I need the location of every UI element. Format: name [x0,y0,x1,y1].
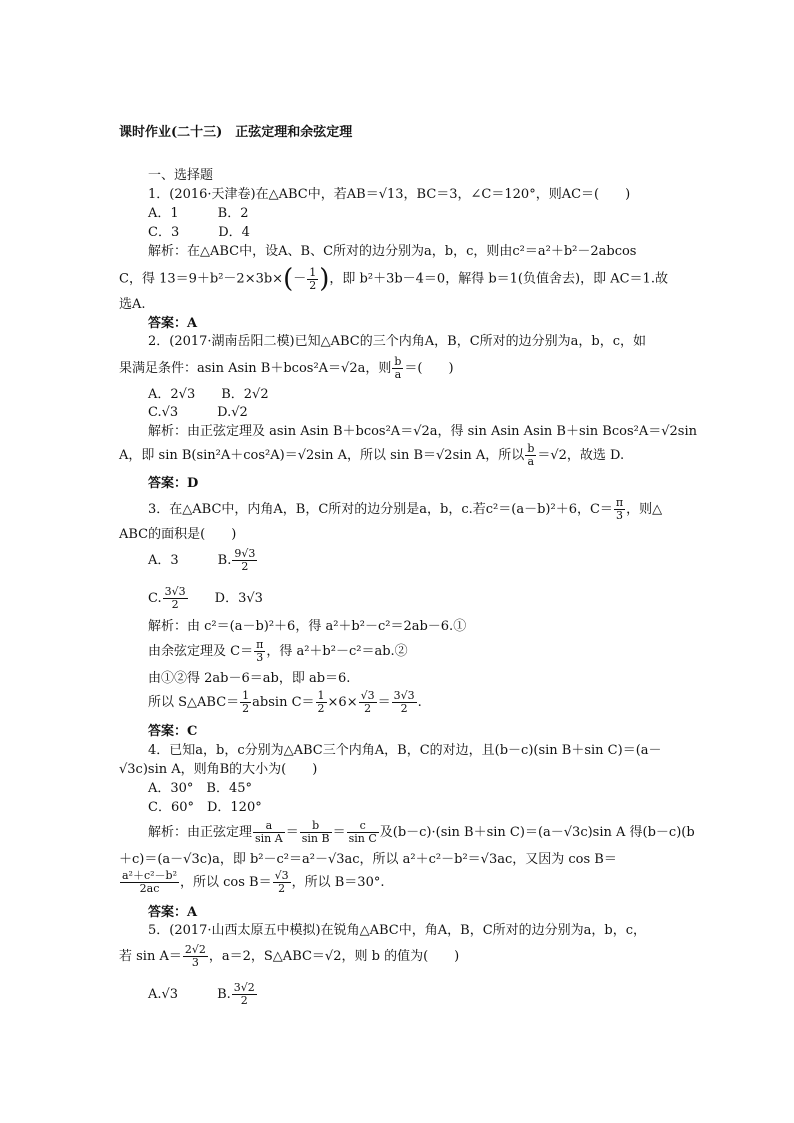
q1-fraction [307,267,318,292]
q2-stem-text-b: ＝( ) [404,361,454,376]
q3-sol-text-e: . [417,695,422,710]
frac-num: 9√3 [234,547,256,560]
q3-stem-text-a: 3．在△ABC中，内角A，B，C所对的边分别是a，b，c.若c²＝(a－b)²＋6，C＝ [148,502,613,517]
q3-sol-text-a: 所以 S△ABC＝ [148,695,240,710]
frac-num: π [615,496,624,509]
q3-option-c: C. [148,591,162,606]
q4-options-ab: A．30° B．45° [148,781,253,796]
q4-fraction-b [300,820,332,845]
q1-solution-line3: 选A. [119,297,146,312]
frac-num: π [256,638,264,651]
q3-option-b-fraction [232,548,257,573]
q4-fraction-a [253,820,285,845]
section-heading: 一、选择题 [148,168,214,183]
q4-sol-text-b: 及(b－c)·(sin B＋sin C)＝(a－√3c)sin A 得(b－c)(b [379,825,695,840]
q3-solution-text-a: 由余弦定理及 C＝ [148,644,254,659]
q1-options-ab: A．1 B．2 [148,206,249,221]
frac-den: 2 [309,278,317,292]
frac-num: b [300,820,332,833]
frac-den: sin A [255,832,283,845]
q5-option-a: A.√3 B. [148,987,231,1002]
frac-num: 3√2 [233,981,255,994]
q3-result-fraction [392,690,417,715]
q2-stem-line1: 2．(2017·湖南岳阳二模)已知△ABC的三个内角A，B，C所对的边分别为a，b，c，如 [148,334,646,349]
paren-right: ) [319,264,330,294]
q4-solution-line1 [148,818,695,848]
q4-answer: 答案：A [148,905,198,920]
q1-solution-line2: C，得 13＝9＋b²－2×3b×(－ $\frac{1}{2}$ )，即 b²＋3b－4＝0，解得 b＝1(负值舍去)，即 AC＝1.故 [119,264,668,294]
q4-sol-text-d: ，所以 B＝30°. [291,875,385,890]
q3-stem-line1 [148,497,662,523]
q1-stem: 1．(2016·天津卷)在△ABC中，若AB＝√13，BC＝3，∠C＝120°，则AC＝( ) [148,187,631,202]
frac-num: 3√3 [393,689,415,702]
q1-answer: 答案：A [148,316,198,331]
q1-solution-text-a: C，得 13＝9＋b²－2×3b× [119,271,284,287]
frac-den: 2 [278,882,286,895]
q3-stem-line2: ABC的面积是( ) [119,527,237,542]
q3-option-a: A．3 B. [148,553,232,568]
q2-sol-fraction [525,443,536,468]
q2-fraction [392,356,403,381]
q4-solution-line2: ＋c)＝(a－√3c)a，即 b²－c²＝a²－√3ac，所以 a²＋c²－b²＝√3ac，又因为 cos B＝ [119,852,617,867]
paren-left: ( [283,264,294,294]
frac-num: 1 [317,689,325,702]
frac-num: b [394,355,402,368]
q4-stem-line1: 4．已知a，b，c分别为△ABC三个内角A，B，C的对边，且(b－c)(sin B＋sin C)＝(a－ [148,743,662,758]
frac-den: 2 [241,560,249,573]
q2-solution-line2 [119,443,624,469]
frac-num: b [527,442,535,455]
q5-sin-fraction [183,944,208,969]
frac-den: a [527,455,535,468]
q3-options-cd [148,584,263,614]
q3-sol-text-b: absin C＝ [252,695,315,710]
frac-num: 2√2 [184,943,206,956]
q5-options-ab [148,980,258,1010]
q2-solution-text-a: A，即 sin B(sin²A＋cos²A)＝√2sin A，所以 sin B＝√2sin A，所以 [119,448,525,463]
frac-den: 2 [317,702,325,715]
q3-half-fraction-2 [316,690,327,715]
page-title: 课时作业(二十三) 正弦定理和余弦定理 [119,125,353,140]
q5-stem-text-b: ，a＝2，S△ABC＝√2，则 b 的值为( ) [208,949,460,964]
q3-options-ab [148,546,258,576]
q4-cos-fraction [120,870,179,895]
q3-sol-text-c: ×6× [327,695,358,710]
q3-stem-text-b: ，则△ [626,502,663,517]
frac-num: c [347,820,379,833]
q3-solution-text-b: ，得 a²＋b²－c²＝ab.② [266,644,408,659]
q1-solution-line1: 解析：在△ABC中，设A、B、C所对的边分别为a，b，c，则由c²＝a²＋b²－2abcos [148,244,637,259]
frac-den: 2 [400,702,408,715]
frac-den: 2 [364,702,372,715]
q3-solution-line3: 由①②得 2ab－6＝ab，即 ab＝6. [148,671,351,686]
frac-num: √3 [360,689,375,702]
q3-sol-text-d: ＝ [377,695,391,710]
frac-num: √3 [274,869,289,882]
q4-fraction-c [347,820,379,845]
q4-root3-fraction [273,870,291,895]
q4-sol-text-a: 解析：由正弦定理 [148,825,253,840]
frac-num: 3√3 [164,585,186,598]
frac-den: 2 [171,598,179,611]
frac-num: a²＋c²－b² [122,869,177,882]
q3-solution-line1: 解析：由 c²＝(a－b)²＋6，得 a²＋b²－c²＝2ab－6.① [148,619,467,634]
q3-half-fraction [240,690,251,715]
frac-den: 3 [191,956,199,969]
q3-pi-fraction-2 [254,639,265,664]
q4-stem-line2: √3c)sin A，则角B的大小为( ) [119,762,318,777]
frac-num: 1 [242,689,250,702]
q5-stem-line2 [119,942,459,972]
q4-eq-1: ＝ [285,825,299,840]
frac-den: 2 [240,994,248,1007]
frac-den: 3 [616,509,624,522]
q5-option-b-fraction [232,982,257,1007]
frac-num: a [253,820,285,833]
q3-pi-fraction [614,497,625,522]
q1-solution-text-b: ，即 b²＋3b－4＝0，解得 b＝1(负值舍去)，即 AC＝1.故 [329,271,668,287]
q4-options-cd: C．60° D．120° [148,800,262,815]
q2-solution-text-b: ＝√2，故选 D. [537,448,625,463]
frac-den: 2 [242,702,250,715]
frac-den: sin C [348,832,377,845]
q3-root3-fraction [359,690,377,715]
frac-den: sin B [301,832,330,845]
q3-answer: 答案：C [148,724,198,739]
q2-stem-line2 [119,356,454,381]
q5-stem-line1: 5．(2017·山西太原五中模拟)在锐角△ABC中，角A，B，C所对的边分别为a，b，c， [148,923,646,938]
q2-stem-text-a: 果满足条件：asin Asin B＋bcos²A＝√2a，则 [119,361,392,376]
q4-solution-line3 [119,866,385,900]
q3-option-d: D．3√3 [188,591,263,606]
q5-stem-text-a: 若 sin A＝ [119,949,182,964]
frac-den: a [394,368,402,381]
q2-options-ab: A．2√3 B．2√2 [148,387,269,402]
frac-den: 2ac [139,882,160,895]
q2-solution-line1: 解析：由正弦定理及 asin Asin B＋bcos²A＝√2a，得 sin Asin Asin B＋sin Bcos²A＝√2sin [148,424,697,439]
q1-options-cd: C．3 D．4 [148,225,250,240]
frac-den: 3 [256,651,264,664]
q3-solution-line2 [148,639,408,665]
q4-sol-text-c: ，所以 cos B＝ [180,875,272,890]
q3-solution-line4 [148,688,422,718]
q2-options-cd: C.√3 D.√2 [148,405,248,420]
q2-answer: 答案：D [148,476,199,491]
q4-eq-2: ＝ [332,825,346,840]
frac-num: 1 [309,265,317,279]
q3-option-c-fraction [163,586,188,611]
